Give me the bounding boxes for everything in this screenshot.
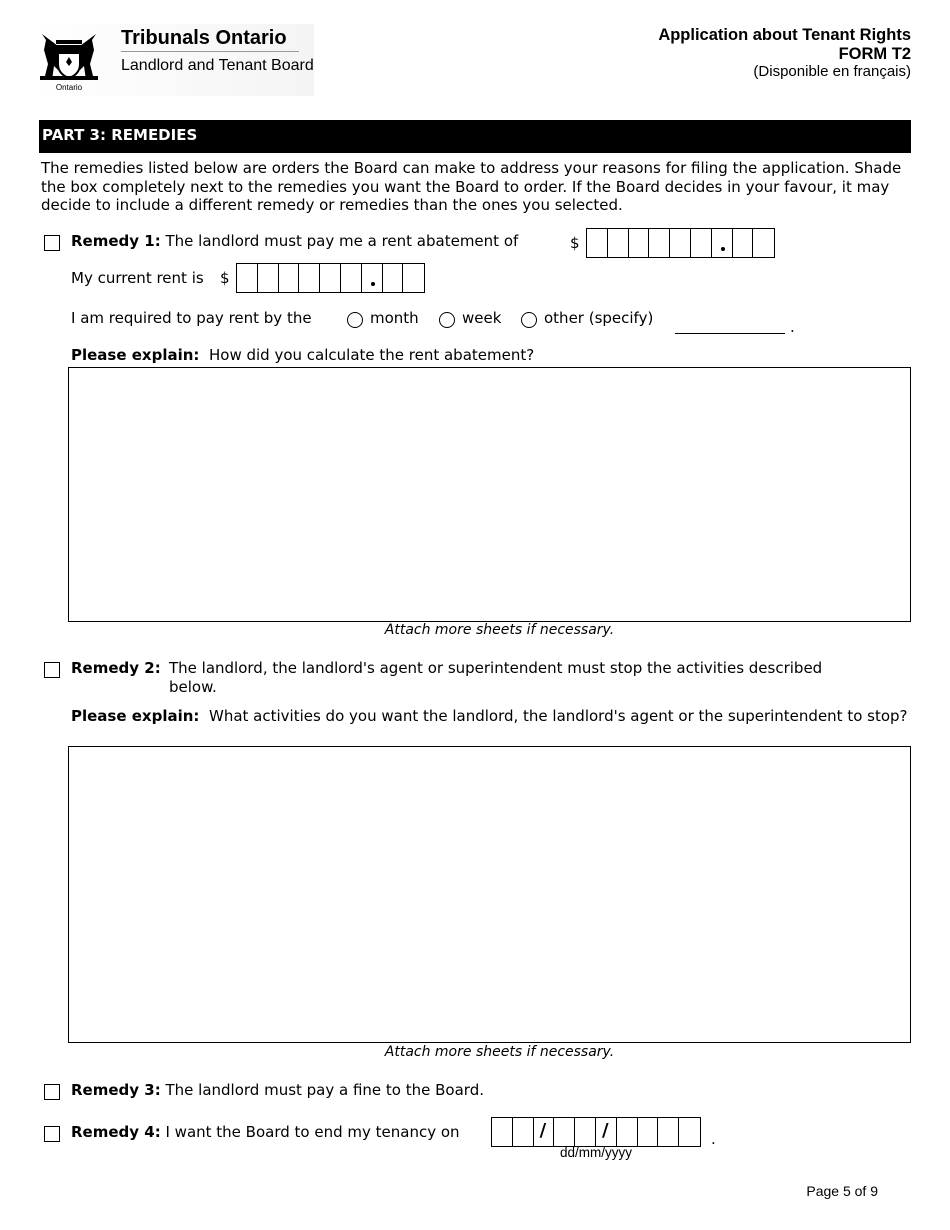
remedy-1-line bbox=[71, 232, 518, 250]
remedy-2-label: Remedy 2: bbox=[71, 659, 161, 677]
explain-label: Please explain: bbox=[71, 346, 200, 364]
explain-label: Please explain: bbox=[71, 707, 200, 725]
digit-cell bbox=[383, 264, 404, 292]
remedy-2-checkbox[interactable] bbox=[44, 662, 60, 678]
digit-cell bbox=[554, 1118, 575, 1146]
explain-question: What activities do you want the landlord, the landlord's agent or the superintendent to stop? bbox=[208, 707, 908, 725]
remedy-4-text: I want the Board to end my tenancy on bbox=[165, 1123, 460, 1141]
digit-cell bbox=[299, 264, 320, 292]
pay-by-week-label: week bbox=[462, 309, 502, 327]
form-code: FORM T2 bbox=[838, 45, 911, 63]
digit-cell bbox=[596, 1118, 617, 1146]
punctuation: . bbox=[711, 1130, 716, 1148]
digit-cell bbox=[587, 229, 608, 257]
remedy-1-text: The landlord must pay me a rent abatement of bbox=[165, 232, 519, 250]
part-title: PART 3: REMEDIES bbox=[39, 120, 911, 153]
digit-cell bbox=[320, 264, 341, 292]
remedy-3-text: The landlord must pay a fine to the Board. bbox=[165, 1081, 484, 1099]
language-note: (Disponible en français) bbox=[753, 63, 911, 80]
digit-cell bbox=[753, 229, 774, 257]
remedy-4-label: Remedy 4: bbox=[71, 1123, 161, 1141]
digit-cell bbox=[712, 229, 733, 257]
remedy-4-checkbox[interactable] bbox=[44, 1126, 60, 1142]
remedy-3-line bbox=[71, 1081, 484, 1099]
pay-by-month-radio[interactable] bbox=[347, 312, 363, 328]
digit-cell bbox=[279, 264, 300, 292]
digit-cell bbox=[617, 1118, 638, 1146]
remedy-4-line bbox=[71, 1123, 460, 1141]
digit-cell bbox=[341, 264, 362, 292]
remedy-1-label: Remedy 1: bbox=[71, 232, 161, 250]
remedy-2-explanation-textarea[interactable] bbox=[68, 746, 911, 1043]
attach-note: Attach more sheets if necessary. bbox=[384, 1044, 615, 1060]
explain-question: How did you calculate the rent abatement? bbox=[208, 346, 535, 364]
punctuation: . bbox=[790, 318, 795, 336]
page-number: Page 5 of 9 bbox=[806, 1183, 878, 1199]
digit-cell bbox=[670, 229, 691, 257]
digit-cell bbox=[658, 1118, 679, 1146]
digit-cell bbox=[629, 229, 650, 257]
form-title: Application about Tenant Rights bbox=[658, 26, 911, 44]
digit-cell bbox=[638, 1118, 659, 1146]
digit-cell bbox=[649, 229, 670, 257]
other-specify-input[interactable] bbox=[675, 333, 785, 334]
attach-note: Attach more sheets if necessary. bbox=[384, 622, 615, 638]
remedy-1-explanation-textarea[interactable] bbox=[68, 367, 911, 622]
digit-cell bbox=[513, 1118, 534, 1146]
digit-cell bbox=[237, 264, 258, 292]
currency-symbol: $ bbox=[570, 234, 580, 252]
digit-cell bbox=[362, 264, 383, 292]
remedy-1-explain-line bbox=[71, 346, 534, 364]
digit-cell bbox=[733, 229, 754, 257]
digit-cell bbox=[403, 264, 424, 292]
tenancy-end-date-input[interactable] bbox=[491, 1117, 701, 1147]
digit-cell bbox=[679, 1118, 700, 1146]
currency-symbol: $ bbox=[220, 269, 230, 287]
pay-by-other-radio[interactable] bbox=[521, 312, 537, 328]
pay-by-month-label: month bbox=[370, 309, 419, 327]
remedy-2-explain-line bbox=[71, 707, 911, 726]
remedy-3-checkbox[interactable] bbox=[44, 1084, 60, 1100]
current-rent-label: My current rent is bbox=[71, 269, 204, 287]
digit-cell bbox=[691, 229, 712, 257]
current-rent-input[interactable] bbox=[236, 263, 425, 293]
digit-cell bbox=[608, 229, 629, 257]
digit-cell bbox=[534, 1118, 555, 1146]
pay-by-other-label: other (specify) bbox=[544, 309, 654, 327]
crest-label: Ontario bbox=[55, 83, 83, 92]
remedy-2-text: The landlord, the landlord's agent or superintendent must stop the activities described below. bbox=[169, 659, 823, 696]
pay-by-label: I am required to pay rent by the bbox=[71, 309, 312, 327]
digit-cell bbox=[492, 1118, 513, 1146]
org-name: Tribunals Ontario bbox=[121, 27, 287, 49]
digit-cell bbox=[258, 264, 279, 292]
rent-abatement-amount-input[interactable] bbox=[586, 228, 775, 258]
org-subtitle: Landlord and Tenant Board bbox=[121, 57, 314, 74]
pay-by-week-radio[interactable] bbox=[439, 312, 455, 328]
remedy-3-label: Remedy 3: bbox=[71, 1081, 161, 1099]
divider bbox=[121, 51, 299, 52]
remedy-1-checkbox[interactable] bbox=[44, 235, 60, 251]
part-intro: The remedies listed below are orders the Board can make to address your reasons for filing the application. Shade the box completely next to the remedies you want the Board to order. If the Board decides in your favour, it may decide to include a different remedy or remedies than the ones you selected. bbox=[41, 159, 902, 214]
digit-cell bbox=[575, 1118, 596, 1146]
ontario-crest-icon bbox=[36, 26, 102, 92]
date-format-hint: dd/mm/yyyy bbox=[560, 1145, 633, 1160]
